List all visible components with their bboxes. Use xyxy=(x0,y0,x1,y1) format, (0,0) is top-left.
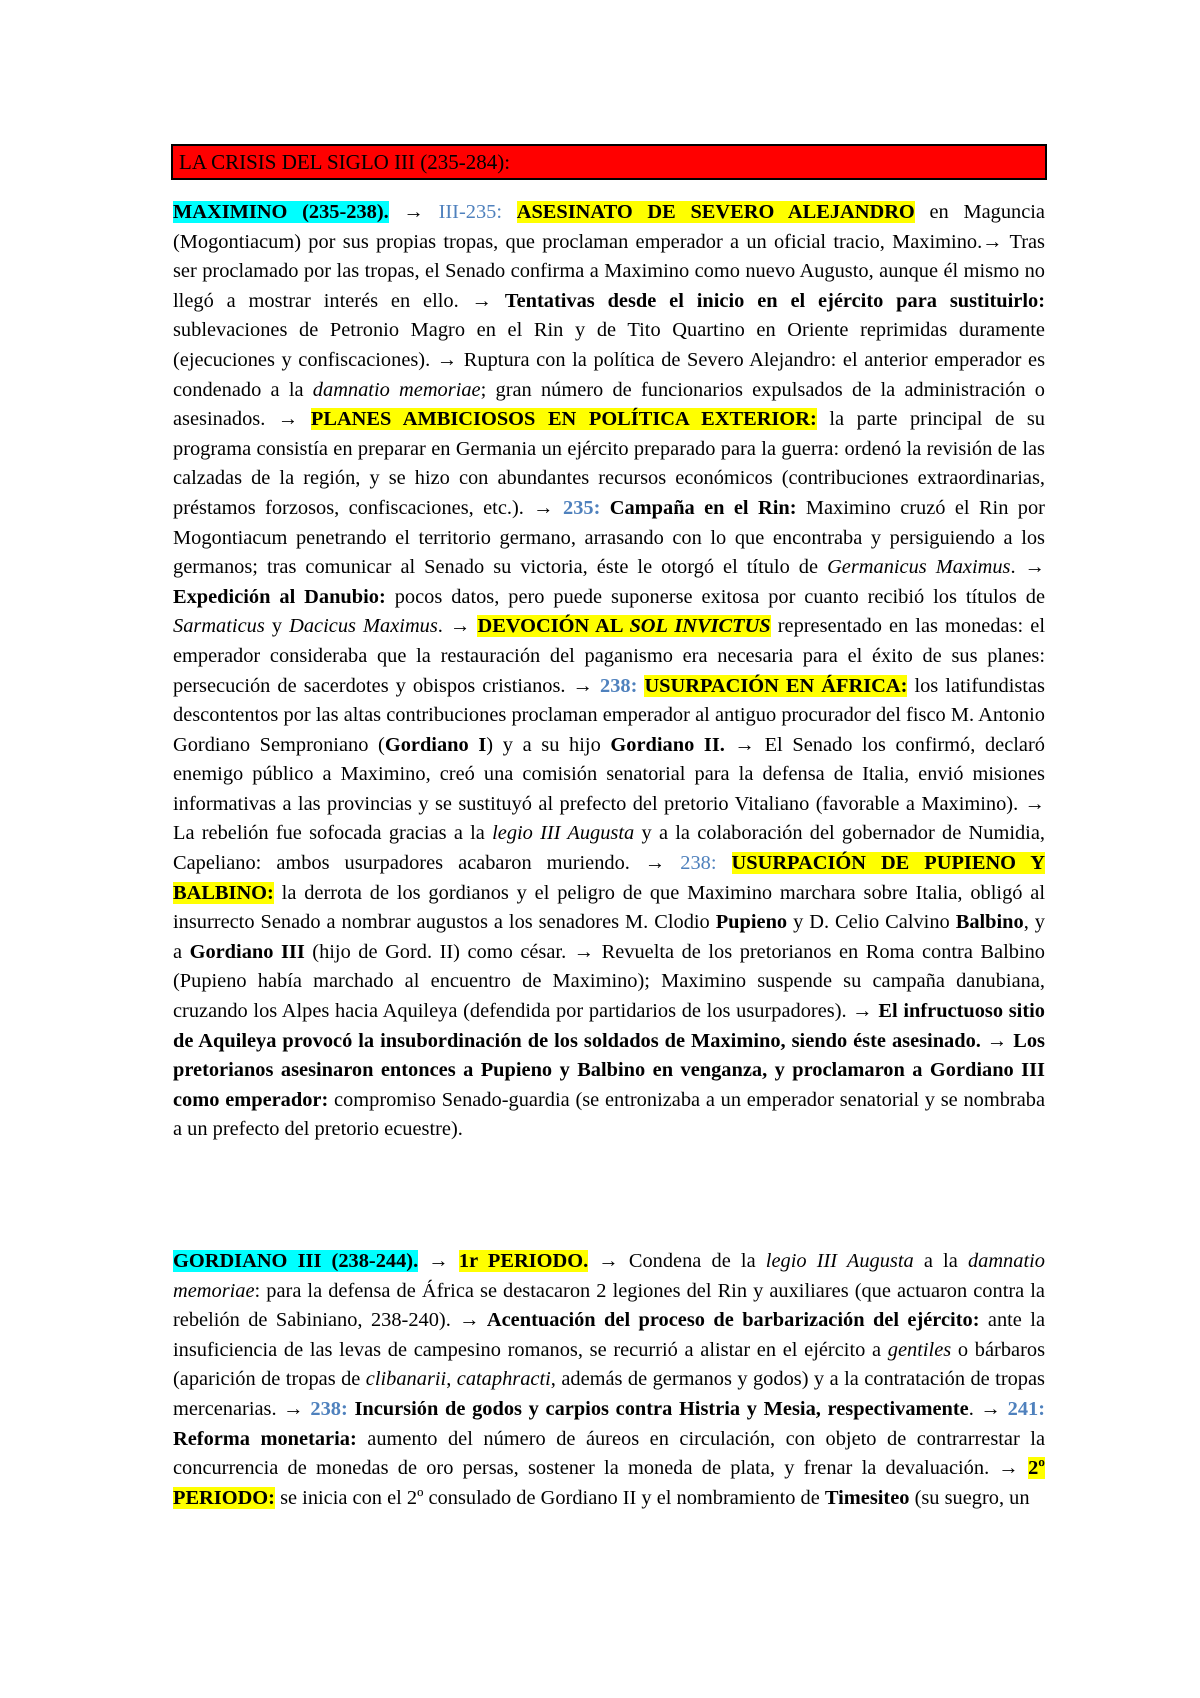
arrow-icon: → xyxy=(277,408,299,431)
bold-text: Gordiano I xyxy=(384,733,487,756)
bold-text: Tentativas desde el inicio en el ejército para sustituirlo: xyxy=(504,289,1045,312)
arrow-icon: → xyxy=(1024,792,1045,815)
italic-text: Sarmaticus xyxy=(173,615,265,638)
paragraph-gordiano xyxy=(173,1247,1045,1513)
text-run: Condena de la xyxy=(618,1250,766,1272)
text-run: (hijo de Gord. II) como césar. xyxy=(304,940,574,963)
bold-text: Expedición al Danubio: xyxy=(173,585,386,608)
arrow-icon: → xyxy=(459,1309,480,1332)
bold-text: Acentuación del proceso de barbarización del ejército: xyxy=(479,1309,980,1332)
arrow-icon: → xyxy=(644,852,666,875)
text-run: Maximino cruzó el Rin por Mogontiacum penetrando el territorio germano, arrasando con lo que encontraba y persiguiendo a los germanos; tras comunicar al Senado su victoria, éste le otorgó el título de xyxy=(173,496,1045,579)
text-run: , xyxy=(446,1368,457,1391)
text-run: a la xyxy=(913,1250,968,1272)
arrow-icon: → xyxy=(852,1000,873,1023)
arrow-icon: → xyxy=(998,1457,1019,1480)
text-run: aumento del número de áureos en circulación, con objeto de contrarrestar la concurrencia de monedas de oro persas, sostener la moneda de plata, y frenar la devaluación. xyxy=(173,1427,1045,1480)
arrow-icon: → xyxy=(573,940,595,963)
italic-text: damnatio memoriae xyxy=(312,378,481,401)
italic-text: damnatio memoriae xyxy=(173,1250,1045,1302)
italic-text: clibanarii xyxy=(365,1368,447,1391)
italic-text: Germanicus Maximus xyxy=(827,556,1011,579)
date-label: 238: xyxy=(310,1397,348,1420)
italic-text: gentiles xyxy=(887,1338,952,1361)
italic-text: Dacicus Maximus xyxy=(289,615,438,638)
text-run: . xyxy=(437,615,450,638)
text-run: El Senado los confirmó, declaró enemigo público a Maximino, creó una comisión senatorial para la defensa de Italia, envió misiones informativas a las provincias y se sustituyó al prefecto del pretorio Vitaliano (favorable a Maximino). xyxy=(173,733,1045,815)
arrow-icon: → xyxy=(986,1029,1008,1052)
bold-text: Los pretorianos asesinaron entonces a Pupieno y Balbino en venganza, y proclamaron a Gordiano III como emperador: xyxy=(173,1029,1045,1111)
date-label: III-235: xyxy=(438,201,503,223)
italic-text: legio III Augusta xyxy=(765,1250,914,1272)
bold-text: Reforma monetaria: xyxy=(173,1427,357,1450)
date-label: 235: xyxy=(563,496,601,519)
text-run: ante la insuficiencia de las levas de campesino romanos, se recurrió a alistar en el ejército a xyxy=(173,1309,1045,1361)
date-label: 238: xyxy=(600,674,638,697)
bold-text: Gordiano III xyxy=(189,940,305,963)
bold-text: Timesiteo xyxy=(824,1486,910,1509)
italic-text: legio III Augusta xyxy=(492,822,635,845)
bold-text: El infructuoso sitio de Aquileya provocó la insubordinación de los soldados de Maximino, siendo éste asesinado. xyxy=(173,1000,1045,1052)
arrow-icon: → xyxy=(982,230,1003,253)
text-run: , y a xyxy=(173,911,1045,963)
emperor-title: MAXIMINO (235-238). xyxy=(173,201,389,223)
text-run: ; gran número de funcionarios expulsados de la administración o asesinados. xyxy=(173,378,1045,431)
arrow-icon: → xyxy=(1024,556,1045,579)
text-run: (su suegro, un xyxy=(909,1486,1030,1509)
text-run: La rebelión fue sofocada gracias a la xyxy=(173,822,493,845)
bold-text: Gordiano II. xyxy=(610,733,725,756)
emperor-title: GORDIANO III (238-244). xyxy=(173,1250,419,1272)
text-run: ) y a su hijo xyxy=(486,733,611,756)
text-run: sublevaciones de Petronio Magro en el Rin y de Tito Quartino en Oriente reprimidas duramente (ejecuciones y confiscaciones). xyxy=(173,319,1045,371)
italic-text: cataphracti xyxy=(456,1368,551,1391)
bold-text: Campaña en el Rin: xyxy=(609,496,797,519)
section-heading: LA CRISIS DEL SIGLO III (235-284): xyxy=(171,144,1047,180)
arrow-icon: → xyxy=(449,615,471,638)
text-run: Revuelta de los pretorianos en Roma contra Balbino (Pupieno había marchado al encuentro de Maximino); Maximino suspende su campaña danubiana, cruzando los Alpes hacia Aquileya (defendida por partidarios de los usurpadores). xyxy=(173,940,1045,1023)
arrow-icon: → xyxy=(436,348,458,371)
text-run: compromiso Senado-guardia (se entronizaba a un emperador senatorial y se nombraba a un prefecto del pretorio ecuestre). xyxy=(173,1088,1046,1141)
bold-text: Incursión de godos y carpios contra Histria y Mesia, respectivamente xyxy=(354,1397,969,1420)
arrow-icon: → xyxy=(572,674,593,697)
highlight-event: USURPACIÓN DE PUPIENO Y BALBINO: xyxy=(173,852,1045,904)
paragraph-maximino xyxy=(173,198,1045,1145)
text-run: la parte principal de su programa consistía en preparar en Germania un ejército preparado para la guerra: ordenó la revisión de las calzadas de la región, y se hizo con abundantes recursos económicos (contribuciones extraordinarias, préstamos forzosos, confiscaciones, etc.). xyxy=(173,408,1045,519)
text-run: : para la defensa de África se destacaron 2 legiones del Rin y auxiliares (que actuaron contra la rebelión de Sabiniano, 238-240). xyxy=(173,1279,1045,1332)
text-run: los latifundistas descontentos por las altas contribuciones proclaman emperador al antiguo procurador del fisco M. Antonio Gordiano Semproniano ( xyxy=(173,674,1045,756)
arrow-icon: → xyxy=(471,289,492,312)
highlight-period: 1r PERIODO. xyxy=(458,1250,589,1272)
text-run: o bárbaros (aparición de tropas de xyxy=(173,1338,1046,1391)
highlight-period: 2º PERIODO: xyxy=(173,1457,1045,1509)
highlight-text: DEVOCIÓN AL xyxy=(477,615,630,638)
text-run: representado en las monedas: el emperador consideraba que la restauración del paganismo era necesaria para el éxito de sus planes: persecución de sacerdotes y obispos cristianos. xyxy=(173,615,1045,697)
highlight-event: ASESINATO DE SEVERO ALEJANDRO xyxy=(516,201,915,223)
text-run: pocos datos, pero puede suponerse exitosa por cuanto recibió los títulos de xyxy=(385,585,1046,608)
arrow-icon: → xyxy=(734,733,755,756)
arrow-icon: → xyxy=(598,1250,619,1272)
highlight-event xyxy=(477,615,770,637)
text-run: Tras ser proclamado por las tropas, el Senado confirma a Maximino como nuevo Augusto, aunque él mismo no llegó a mostrar interés en ello. xyxy=(173,230,1045,312)
text-run: . xyxy=(968,1397,981,1420)
bold-text: Balbino xyxy=(955,911,1024,934)
date-label: 238: xyxy=(680,852,717,875)
highlight-event: USURPACIÓN EN ÁFRICA: xyxy=(644,674,908,697)
arrow-icon: → xyxy=(533,496,554,519)
text-run: la derrota de los gordianos y el peligro de que Maximino marchara sobre Italia, obligó al insurrecto Senado a nombrar augustos a los senadores M. Clodio xyxy=(173,881,1045,934)
text-run: y xyxy=(264,615,290,638)
highlight-event: PLANES AMBICIOSOS EN POLÍTICA EXTERIOR: xyxy=(310,408,817,431)
text-run: y D. Celio Calvino xyxy=(787,911,956,934)
arrow-icon: → xyxy=(403,201,424,223)
text-run: . xyxy=(1010,556,1025,579)
date-label: 241: xyxy=(1007,1397,1046,1420)
italic-text: SOL INVICTUS xyxy=(629,615,771,638)
text-run: y a la colaboración del gobernador de Numidia, Capeliano: ambos usurpadores acabaron muriendo. xyxy=(173,822,1045,875)
text-run: en Maguncia (Mogontiacum) por sus propias tropas, que proclaman emperador a un oficial tracio, Maximino. xyxy=(173,201,1045,253)
arrow-icon: → xyxy=(428,1250,449,1272)
text-run: Ruptura con la política de Severo Alejandro: el anterior emperador es condenado a la xyxy=(173,348,1046,401)
text-run: , además de germanos y godos) y a la contratación de tropas mercenarias. xyxy=(173,1368,1045,1420)
text-run: se inicia con el 2º consulado de Gordiano II y el nombramiento de xyxy=(274,1486,825,1509)
bold-text: Pupieno xyxy=(715,911,788,934)
arrow-icon: → xyxy=(980,1397,1001,1420)
arrow-icon: → xyxy=(283,1397,304,1420)
